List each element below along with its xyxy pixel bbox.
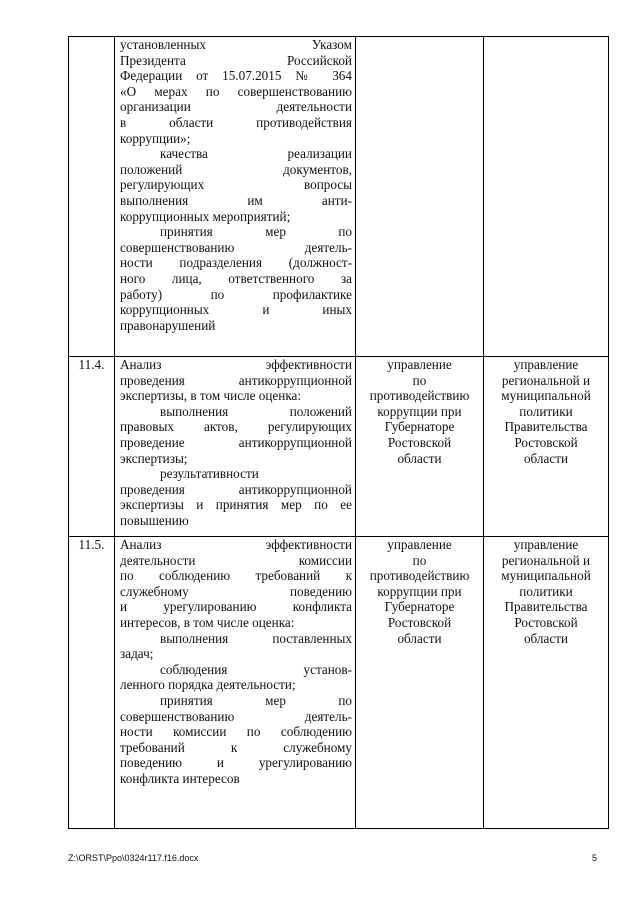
description-line: качества реализации xyxy=(160,146,352,162)
description-line: служебному поведению xyxy=(120,583,352,599)
participant-line: Ростовской xyxy=(514,434,578,450)
participant-line: Правительства xyxy=(504,599,588,615)
description-line: положений документов, xyxy=(120,161,352,177)
participant-line: Ростовской xyxy=(514,614,578,630)
item-description xyxy=(115,37,356,357)
description-line: результативности xyxy=(160,466,259,482)
responsible-line: области xyxy=(397,630,442,646)
description-line: работу) по профилактике xyxy=(120,286,352,302)
participant-line: муниципальной xyxy=(501,568,591,584)
responsible-line: Губернаторе xyxy=(384,419,455,435)
table-row xyxy=(69,37,609,357)
participant-line: области xyxy=(523,630,569,646)
item-number: 11.5. xyxy=(69,537,115,829)
responsible-line: управление xyxy=(387,537,452,552)
description-line: Президента Российской xyxy=(120,52,352,68)
responsible-line: Ростовской xyxy=(387,434,452,450)
description-line: по соблюдению требований к xyxy=(120,568,352,584)
description-line: экспертизы; xyxy=(120,450,188,466)
participant-line: региональной и xyxy=(501,372,591,388)
page-number: 5 xyxy=(592,853,598,863)
description-line: деятельности комиссии xyxy=(120,552,352,568)
description-line: задач; xyxy=(120,646,154,662)
description-line: установленных Указом xyxy=(120,37,352,52)
participant-line: региональной и xyxy=(501,552,591,568)
responsible-line: коррупции при xyxy=(377,583,462,599)
description-line: экспертизы, в том числе оценка: xyxy=(120,388,302,404)
participant-line: управление xyxy=(513,357,579,372)
description-line: коррупционных и иных xyxy=(120,302,352,318)
participant-line: муниципальной xyxy=(501,388,591,404)
item-description xyxy=(115,537,356,829)
responsible-line: противодействию xyxy=(369,568,470,584)
description-line: регулирующих вопросы xyxy=(120,177,352,193)
item-number: 11.4. xyxy=(69,357,115,537)
description-line: Анализ эффективности xyxy=(120,537,352,552)
description-line: соблюдения установ- xyxy=(160,661,352,677)
description-line: в области противодействия xyxy=(120,114,352,130)
responsible-executor xyxy=(356,537,484,829)
table-row xyxy=(69,537,609,829)
description-line: экспертизы и принятия мер по ее xyxy=(120,497,352,513)
description-line: Федерации от 15.07.2015 № 364 xyxy=(120,68,352,84)
participant-line: области xyxy=(523,450,569,466)
description-line: ности комиссии по соблюдению xyxy=(120,724,352,740)
description-line: Анализ эффективности xyxy=(120,357,352,372)
item-description xyxy=(115,357,356,537)
participant-line: политики xyxy=(519,583,573,599)
table-row xyxy=(69,357,609,537)
description-line: проведение антикоррупционной xyxy=(120,434,352,450)
participant xyxy=(484,537,609,829)
description-line: проведения антикоррупционной xyxy=(120,481,352,497)
responsible-line: противодействию xyxy=(369,388,470,404)
participant xyxy=(484,37,609,357)
description-line: принятия мер по xyxy=(160,224,352,240)
description-line: принятия мер по xyxy=(160,692,352,708)
description-line: коррупции»; xyxy=(120,130,191,146)
description-line: организации деятельности xyxy=(120,99,352,115)
responsible-line: Ростовской xyxy=(387,614,452,630)
plan-table xyxy=(68,36,609,829)
description-line: поведению и урегулированию xyxy=(120,755,352,771)
description-line: коррупционных мероприятий; xyxy=(120,208,291,224)
responsible-line: по xyxy=(412,552,427,568)
description-line: ного лица, ответственного за xyxy=(120,270,352,286)
participant xyxy=(484,357,609,537)
description-line: ленного порядка деятельности; xyxy=(120,677,296,693)
responsible-line: коррупции при xyxy=(377,403,462,419)
responsible-line: по xyxy=(412,372,427,388)
participant-line: управление xyxy=(513,537,579,552)
description-line: выполнения поставленных xyxy=(160,630,352,646)
description-line: совершенствованию деятель- xyxy=(120,708,352,724)
responsible-executor xyxy=(356,37,484,357)
description-line: правовых актов, регулирующих xyxy=(120,419,352,435)
item-number xyxy=(69,37,115,357)
description-line: проведения антикоррупционной xyxy=(120,372,352,388)
description-line: требований к служебному xyxy=(120,739,352,755)
participant-line: Правительства xyxy=(504,419,588,435)
responsible-line: области xyxy=(397,450,442,466)
description-line: правонарушений xyxy=(120,317,216,333)
responsible-line: Губернаторе xyxy=(384,599,455,615)
description-line: совершенствованию деятель- xyxy=(120,239,352,255)
description-line: выполнения положений xyxy=(160,403,352,419)
responsible-line: управление xyxy=(387,357,452,372)
footer-file-path: Z:\ORST\Ppo\0324r117.f16.docx xyxy=(68,853,199,863)
description-line: выполнения им анти- xyxy=(120,192,352,208)
description-line: конфликта интересов xyxy=(120,770,240,786)
participant-line: политики xyxy=(519,403,573,419)
description-line: интересов, в том числе оценка: xyxy=(120,614,295,630)
description-line: повышению xyxy=(120,512,189,528)
description-line: и урегулированию конфликта xyxy=(120,599,352,615)
responsible-executor xyxy=(356,357,484,537)
description-line: ности подразделения (должност- xyxy=(120,255,352,271)
description-line: «О мерах по совершенствованию xyxy=(120,83,352,99)
